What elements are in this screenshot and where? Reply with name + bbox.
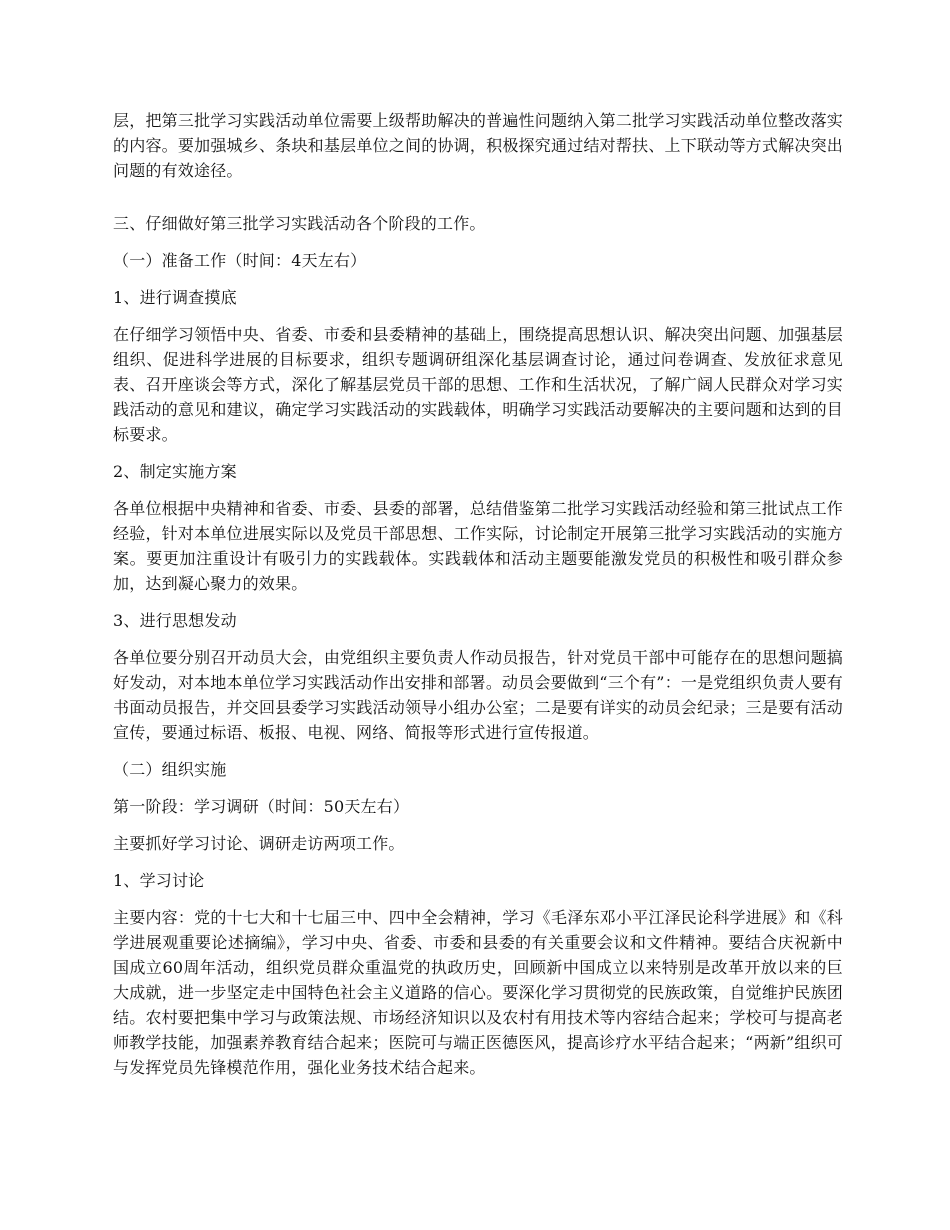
paragraph-stage-summary: 主要抓好学习讨论、调研走访两项工作。 [113,834,405,853]
item-heading-survey: 1、进行调查摸底 [113,288,237,307]
subsection-heading-implementation: （二）组织实施 [113,760,227,779]
paragraph-plan: 各单位根据中央精神和省委、市委、县委的部署，总结借鉴第二批学习实践活动经验和第三批试点工作经验，针对本单位进展实际以及党员干部思想、工作实际，讨论制定开展第三批学习实践活动的实施方案。要更加注重设计有吸引力的实践载体。实践载体和活动主题要能激发党员的积极性和吸引群众参加，达到凝心聚力的效果。 [113,499,843,593]
stage-heading-one: 第一阶段：学习调研（时间：50天左右） [113,797,410,816]
subsection-heading-preparation: （一）准备工作（时间：4天左右） [113,251,367,270]
item-heading-mobilize: 3、进行思想发动 [113,611,237,630]
item-heading-study: 1、学习讨论 [113,871,205,890]
paragraph-study: 主要内容：党的十七大和十七届三中、四中全会精神，学习《毛泽东邓小平江泽民论科学进展》和《科学进展观重要论述摘编》，学习中央、省委、市委和县委的有关重要会议和文件精神。要结合庆祝新中国成立60周年活动，组织党员群众重温党的执政历史，回顾新中国成立以来特别是改革开放以来的巨大成就，进一步坚定走中国特色社会主义道路的信心。要深化学习贯彻党的民族政策，自觉维护民族团结。农村要把集中学习与政策法规、市场经济知识以及农村有用技术等内容结合起来；学校可与提高老师教学技能，加强素养教育结合起来；医院可与端正医德医风，提高诊疗水平结合起来；“两新”组织可与发挥党员先锋模范作用，强化业务技术结合起来。 [113,908,843,1077]
section-heading-three: 三、仔细做好第三批学习实践活动各个阶段的工作。 [113,214,486,233]
document-body [113,108,843,1080]
item-heading-plan: 2、制定实施方案 [113,462,237,481]
paragraph-continuation: 层，把第三批学习实践活动单位需要上级帮助解决的普遍性问题纳入第二批学习实践活动单位整改落实的内容。要加强城乡、条块和基层单位之间的协调，积极探究通过结对帮扶、上下联动等方式解决突出问题的有效途径。 [113,111,843,180]
paragraph-mobilize: 各单位要分别召开动员大会，由党组织主要负责人作动员报告，针对党员干部中可能存在的思想问题搞好发动，对本地本单位学习实践活动作出安排和部署。动员会要做到“三个有”：一是党组织负责人要有书面动员报告，并交回县委学习实践活动领导小组办公室；二是要有详实的动员会纪录；三是要有活动宣传，要通过标语、板报、电视、网络、简报等形式进行宣传报道。 [113,648,843,742]
paragraph-survey: 在仔细学习领悟中央、省委、市委和县委精神的基础上，围绕提高思想认识、解决突出问题、加强基层组织、促进科学进展的目标要求，组织专题调研组深化基层调查讨论，通过问卷调查、发放征求意见表、召开座谈会等方式，深化了解基层党员干部的思想、工作和生活状况，了解广阔人民群众对学习实践活动的意见和建议，确定学习实践活动的实践载体，明确学习实践活动要解决的主要问题和达到的目标要求。 [113,325,843,444]
